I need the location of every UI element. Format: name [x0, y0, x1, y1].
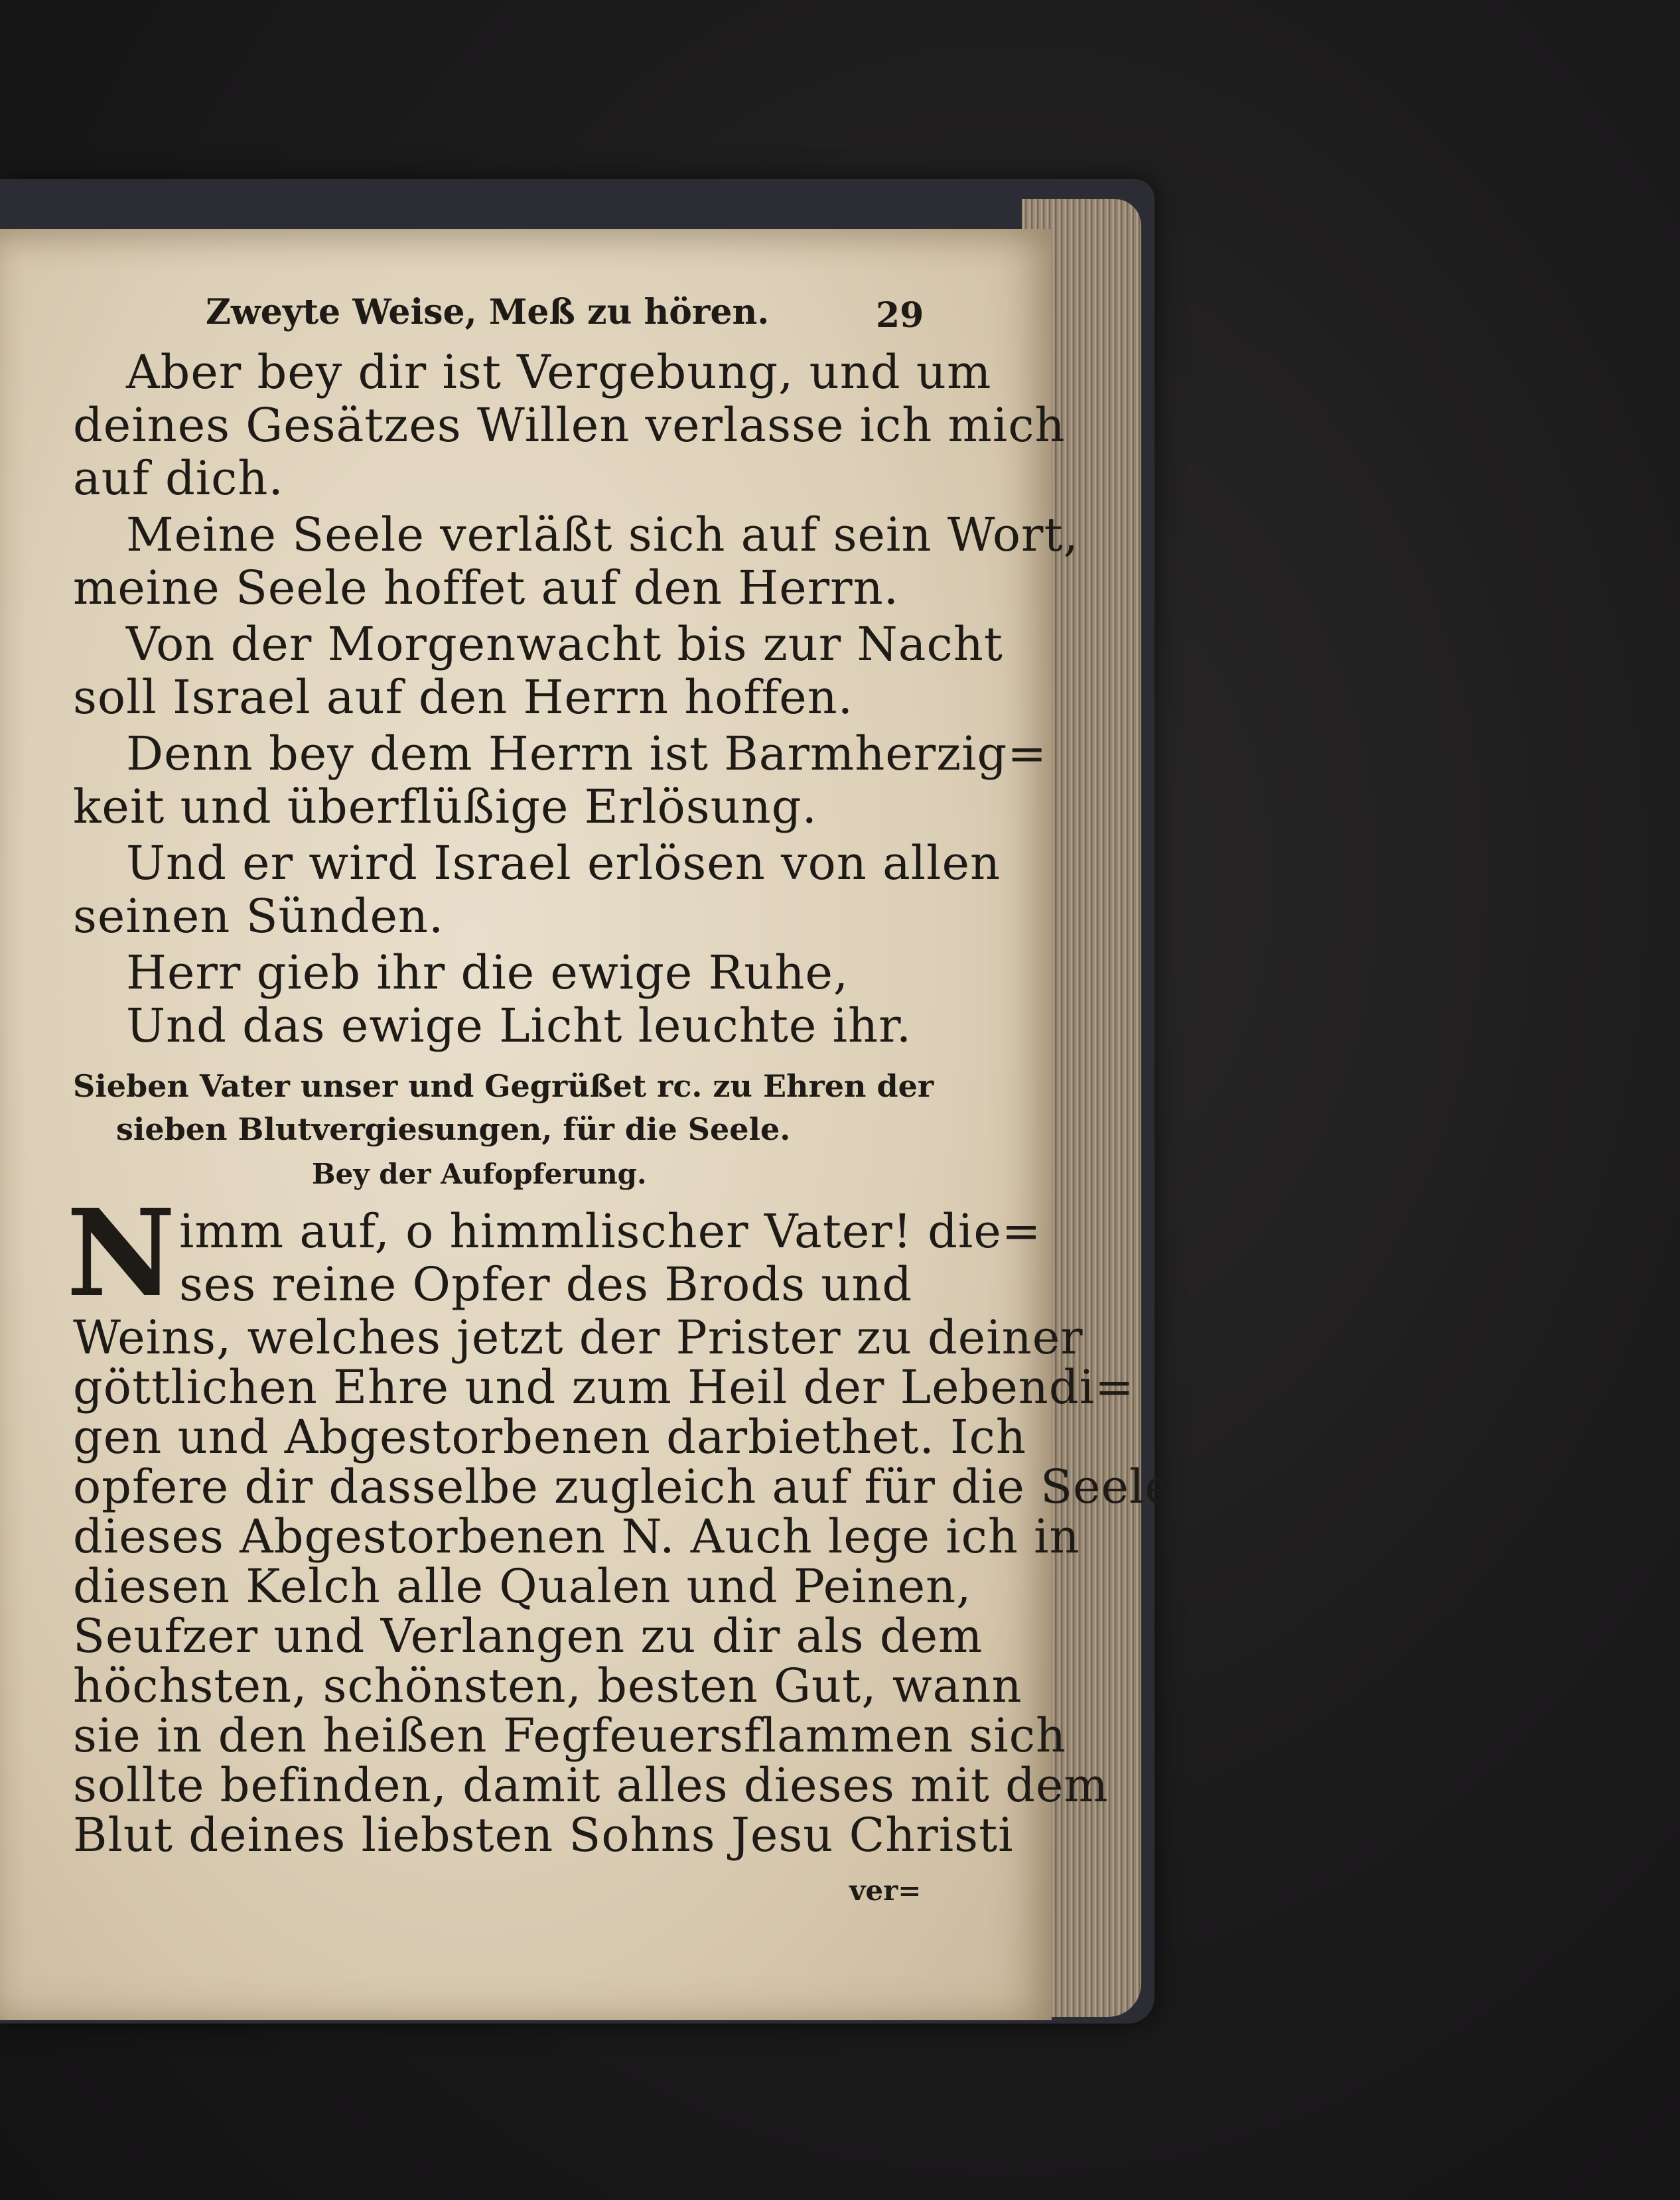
- prayer-line: opfere dir dasselbe zugleich auf für die Seele: [73, 1460, 1173, 1514]
- prayer-line: sie in den heißen Fegfeuersflammen sich: [73, 1708, 1067, 1763]
- prayer-line: ses reine Opfer des Brods und: [179, 1257, 913, 1312]
- book-page: [0, 229, 1173, 2020]
- page-number: 29: [876, 295, 924, 336]
- prayer-line: imm auf, o himmlischer Vater! die=: [179, 1204, 1042, 1259]
- prayer-line: diesen Kelch alle Qualen und Peinen,: [73, 1559, 972, 1614]
- prayer-line: Weins, welches jetzt der Prister zu deiner: [73, 1310, 1084, 1365]
- text-line: meine Seele hoffet auf den Herrn.: [73, 561, 899, 615]
- text-line: Meine Seele verläßt sich auf sein Wort,: [126, 508, 1079, 562]
- prayer-line: höchsten, schönsten, besten Gut, wann: [73, 1659, 1022, 1713]
- text-line: keit und überflüßige Erlösung.: [73, 780, 817, 834]
- drop-cap: N: [66, 1184, 176, 1324]
- section-heading: Bey der Aufopferung.: [312, 1158, 647, 1190]
- prayer-line: gen und Abgestorbenen darbiethet. Ich: [73, 1410, 1026, 1464]
- text-line: Herr gieb ihr die ewige Ruhe,: [126, 945, 849, 1000]
- text-line: Und das ewige Licht leuchte ihr.: [126, 998, 912, 1053]
- text-line: Aber bey dir ist Vergebung, und um: [126, 345, 992, 399]
- text-line: seinen Sünden.: [73, 889, 445, 943]
- text-line: Und er wird Israel erlösen von allen: [126, 836, 1001, 890]
- prayer-line: Blut deines liebsten Sohns Jesu Christi: [73, 1808, 1014, 1862]
- text-line: deines Gesätzes Willen verlasse ich mich: [73, 398, 1066, 452]
- text-line: soll Israel auf den Herrn hoffen.: [73, 670, 854, 724]
- catchword: ver=: [849, 1874, 922, 1907]
- text-line: Von der Morgenwacht bis zur Nacht: [126, 617, 1003, 671]
- text-line: Denn bey dem Herrn ist Barmherzig=: [126, 726, 1047, 781]
- text-line: auf dich.: [73, 451, 284, 506]
- prayer-line: göttlichen Ehre und zum Heil der Lebendi=: [73, 1360, 1135, 1414]
- rubric-line: Sieben Vater unser und Gegrüßet rc. zu Ehren der: [73, 1068, 934, 1104]
- running-head: Zweyte Weise, Meß zu hören.: [206, 292, 770, 332]
- prayer-line: sollte befinden, damit alles dieses mit dem: [73, 1758, 1109, 1813]
- prayer-line: dieses Abgestorbenen N. Auch lege ich in: [73, 1509, 1080, 1564]
- rubric-line: sieben Blutvergiesungen, für die Seele.: [116, 1111, 791, 1147]
- prayer-line: Seufzer und Verlangen zu dir als dem: [73, 1609, 983, 1663]
